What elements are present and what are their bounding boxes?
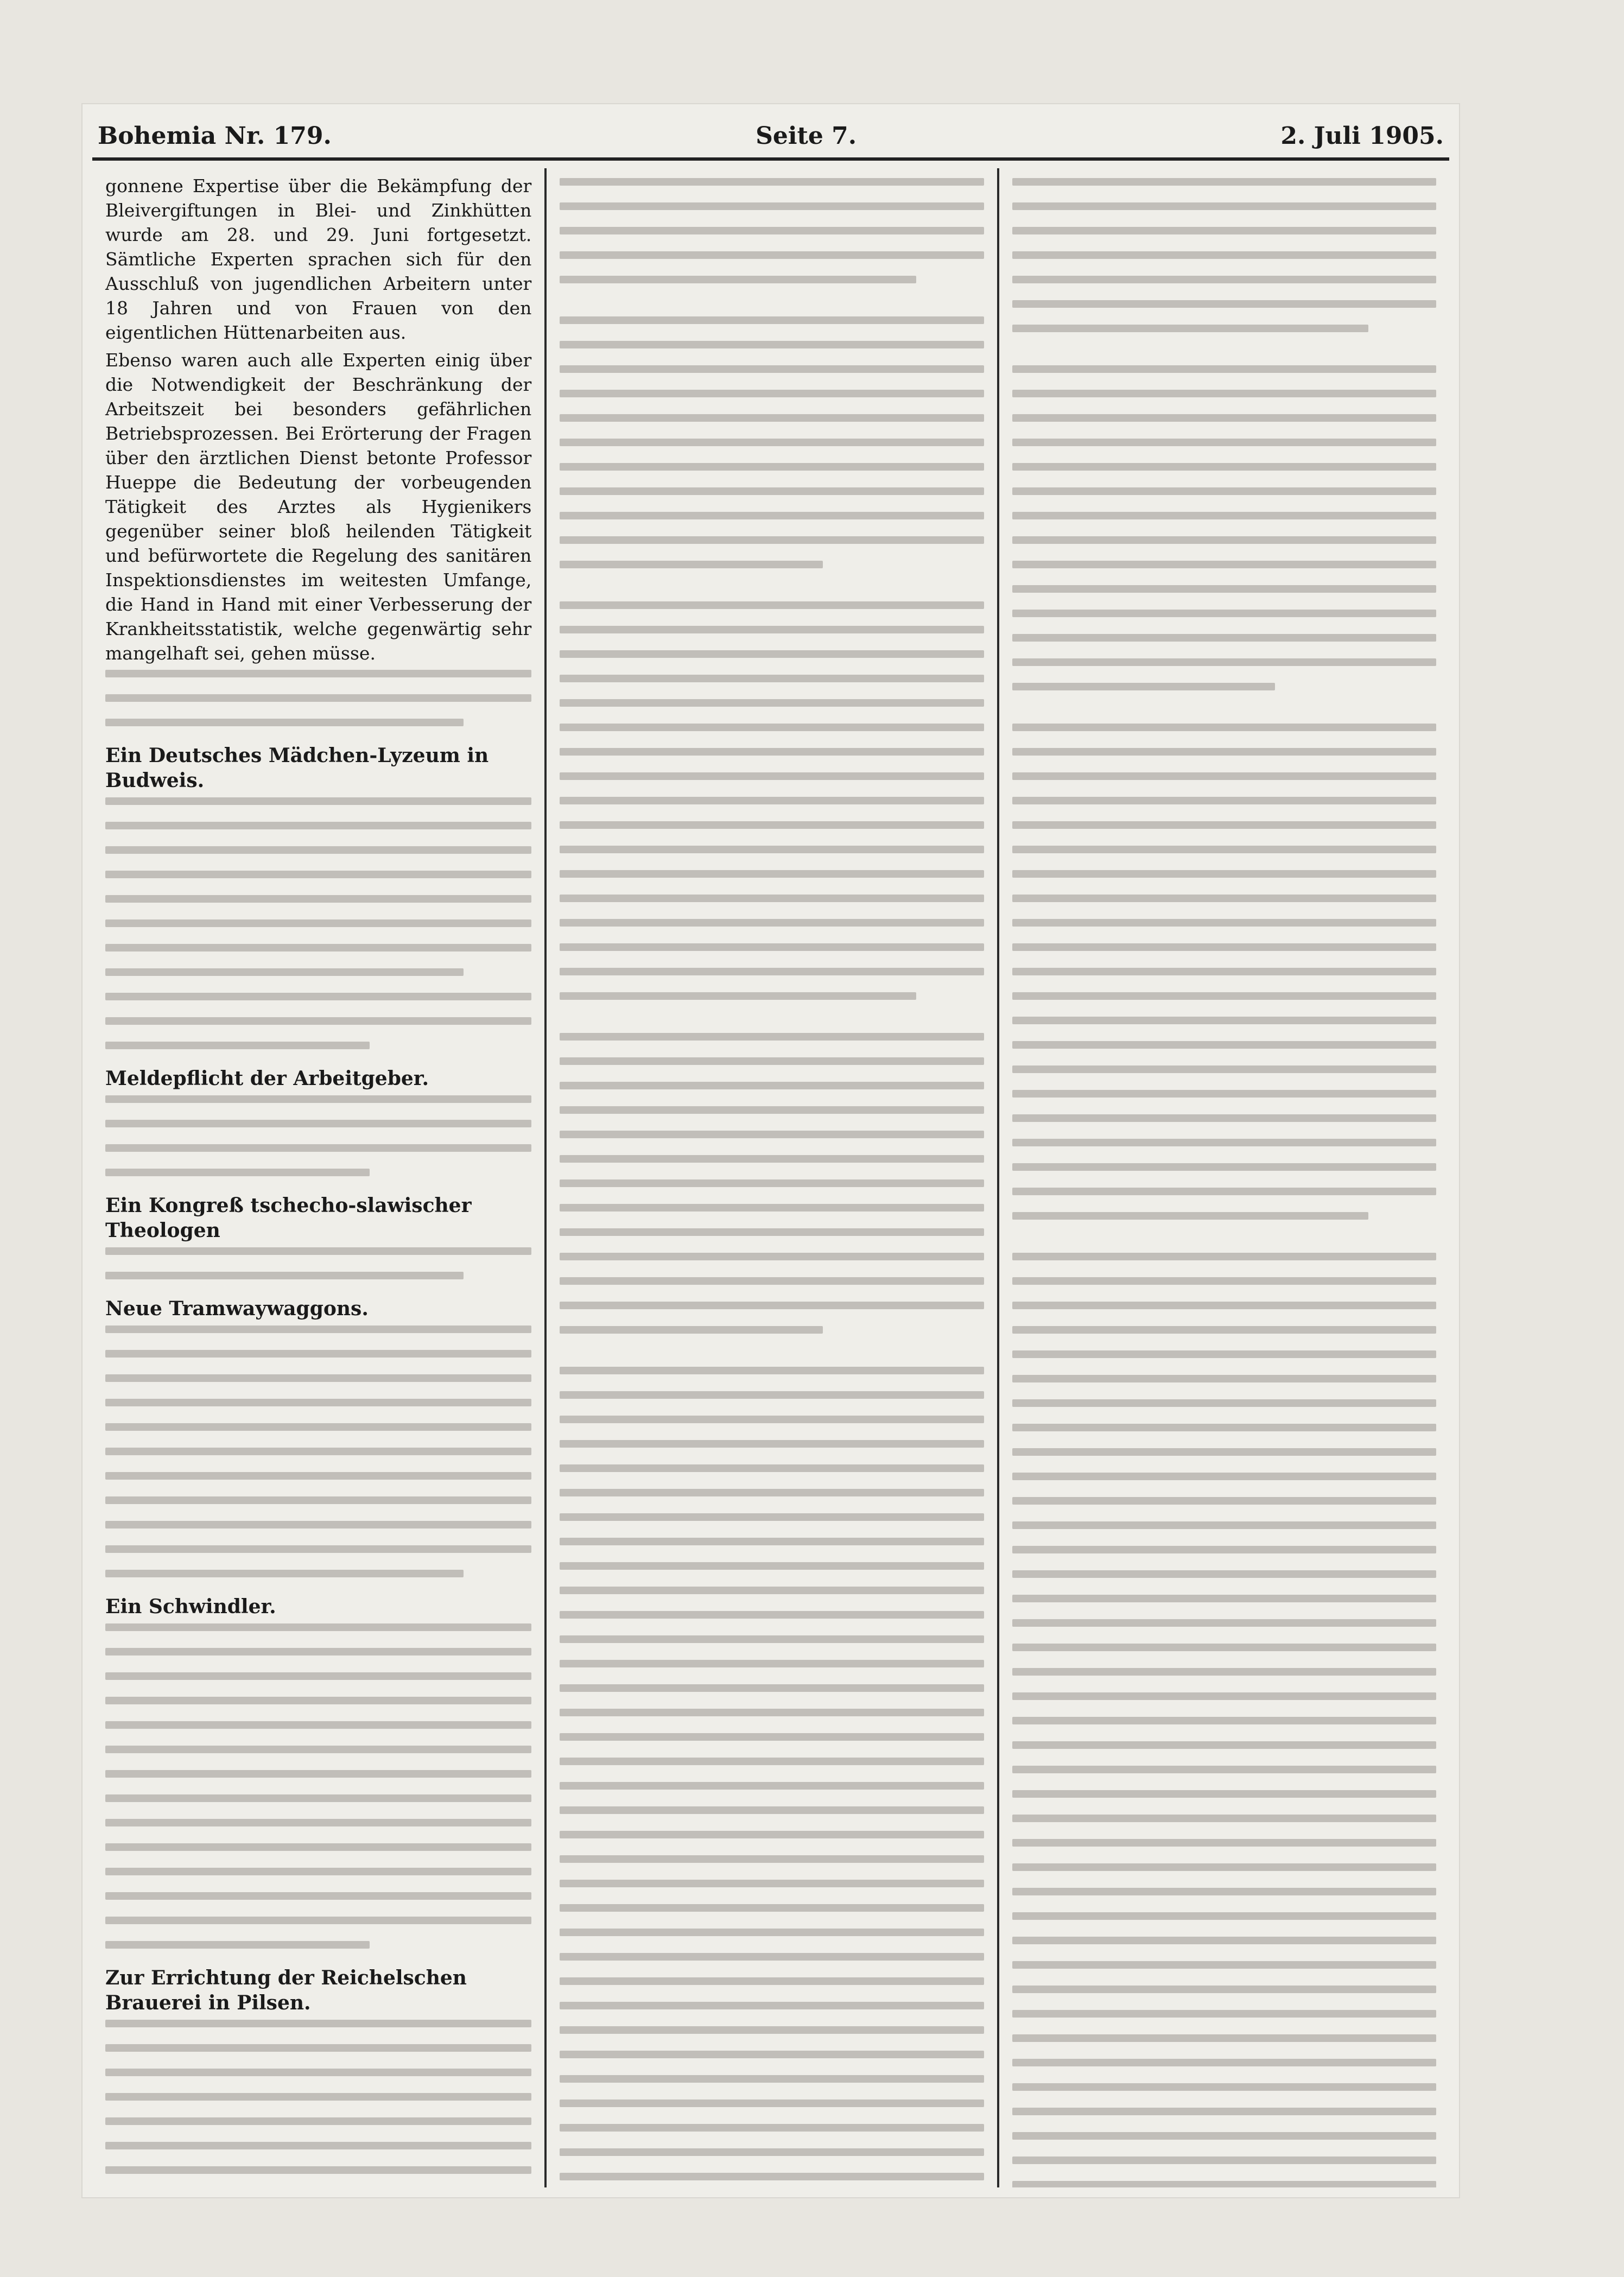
body-text-placeholder — [105, 797, 531, 1049]
section-heading: Meldepflicht der Arbeitgeber. — [105, 1067, 429, 1090]
newspaper-page — [81, 103, 1460, 2198]
body-text-placeholder — [105, 1325, 531, 1577]
masthead-left: Bohemia Nr. 179. — [98, 122, 332, 150]
masthead-center: Seite 7. — [756, 122, 857, 150]
body-text-placeholder — [105, 2020, 531, 2187]
section-heading: Zur Errichtung der Reichelschen Brauerei in Pilsen. — [105, 1967, 467, 2014]
column-2 — [544, 168, 997, 2187]
section-heading: Ein Schwindler. — [105, 1595, 276, 1618]
column-3 — [997, 168, 1449, 2187]
section-heading: Ein Kongreß tschecho-slawischer Theologen — [105, 1194, 472, 1242]
body-text-placeholder — [105, 1623, 531, 1949]
masthead-right: 2. Juli 1905. — [1280, 122, 1444, 150]
body-text-placeholder — [1012, 178, 1436, 2187]
body-text-placeholder — [560, 178, 984, 2187]
body-text-placeholder — [105, 1095, 531, 1176]
paragraph: gonnene Expertise über die Bekämpfung der Bleivergiftungen in Blei- und Zinkhütten wurde am 28. und 29. Juni fortgesetzt. Sämtliche Experten sprachen sich für den Ausschluß von jugendlichen Arbeitern unter 18 Jahren und von Frauen von den eigentlichen Hüttenarbeiten aus. — [105, 175, 532, 343]
section-heading: Ein Deutsches Mädchen-Lyzeum in Budweis. — [105, 744, 489, 792]
columns — [92, 168, 1449, 2187]
paragraph: Ebenso waren auch alle Experten einig über die Notwendigkeit der Beschränkung der Arbeitszeit bei besonders gefährlichen Betriebsprozessen. Bei Erörterung der Fragen über den ärztlichen Dienst betonte Professor Hueppe die Bedeutung der vorbeugenden Tätigkeit des Arztes als Hygienikers gegenüber seiner bloß heilenden Tätigkeit und befürwortete die Regelung des sanitären Inspektionsdienstes im weitesten Umfange, die Hand in Hand mit einer Verbesserung der Krankheitsstatistik, welche gegenwärtig sehr mangelhaft sei, gehen müsse. — [105, 350, 532, 664]
body-text-placeholder — [105, 1247, 531, 1279]
section-heading: Neue Tramwaywaggons. — [105, 1297, 369, 1320]
masthead — [92, 114, 1449, 161]
column-1 — [92, 168, 544, 2187]
body-text-placeholder — [105, 670, 531, 726]
